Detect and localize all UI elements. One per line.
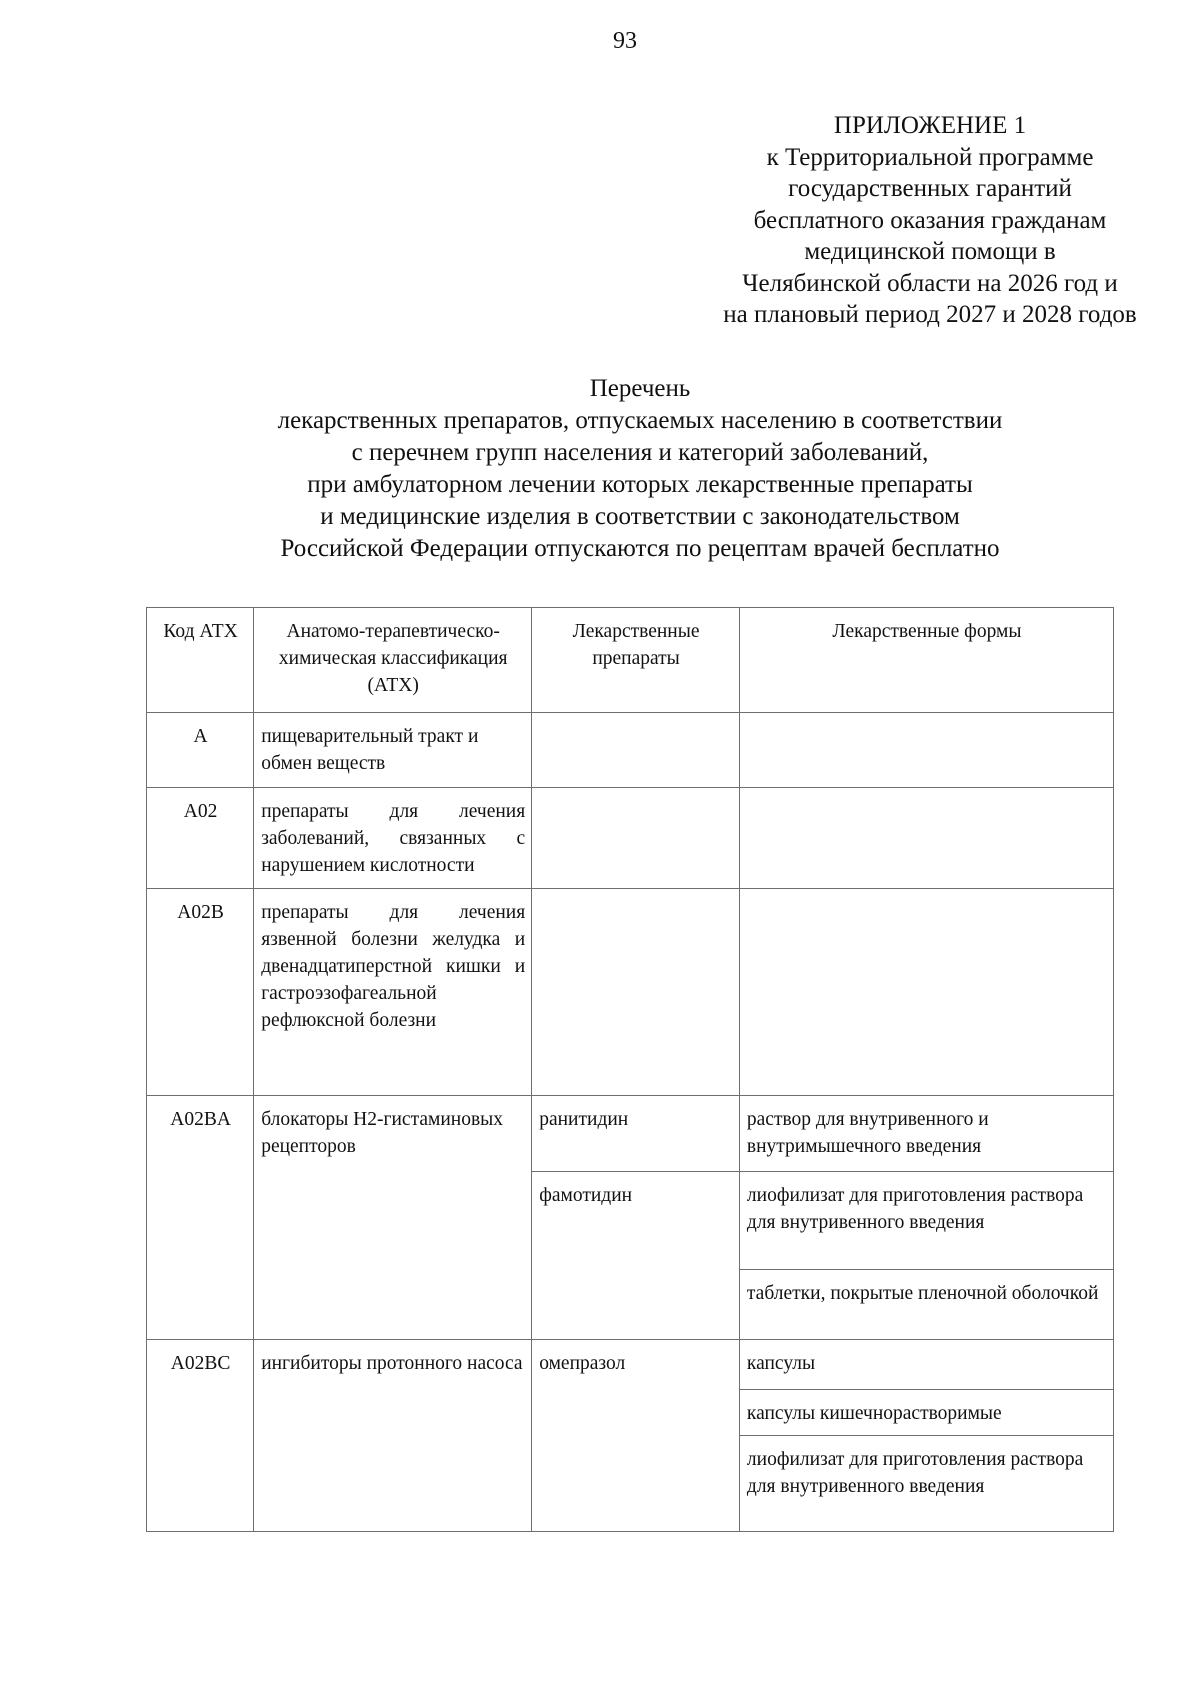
appendix-line: Челябинской области на 2026 год и — [742, 269, 1118, 297]
appendix-line: к Территориальной программе — [766, 143, 1094, 171]
appendix-heading: ПРИЛОЖЕНИЕ 1 — [833, 112, 1027, 139]
appendix-line: медицинской помощи в — [804, 238, 1056, 265]
atc-code-cell: A02B — [147, 889, 254, 1096]
atc-code-cell: A — [147, 713, 254, 788]
drug-cell: ранитидин — [532, 1096, 740, 1172]
form-cell: лиофилизат для приготовления раствора для внутривенного введения — [739, 1436, 1113, 1532]
atc-class-cell: пищеварительный тракт и обмен веществ — [254, 713, 532, 788]
form-cell: капсулы — [739, 1340, 1113, 1390]
table-header-row — [147, 608, 1114, 713]
appendix-line: государственных гарантий — [788, 175, 1072, 202]
atc-class-cell: блокаторы H2-гистаминовых рецепторов — [254, 1096, 532, 1340]
table-row — [147, 713, 1114, 788]
drug-cell: омепразол — [532, 1340, 740, 1532]
title-heading: Перечень — [589, 375, 691, 402]
form-cell: раствор для внутривенного и внутримышечного введения — [739, 1096, 1113, 1172]
header-drugs: Лекарственные препараты — [532, 608, 740, 713]
atc-class-cell: препараты для лечения заболеваний, связанных с нарушением кислотности — [254, 788, 532, 889]
drug-list-table — [146, 607, 1114, 1532]
drug-cell — [532, 788, 740, 889]
atc-class-cell: препараты для лечения язвенной болезни желудка и двенадцатиперстной кишки и гастроэзофагеальной рефлюксной болезни — [254, 889, 532, 1096]
form-cell — [739, 713, 1113, 788]
title-line: и медицинские изделия в соответствии с законодательством — [320, 503, 960, 530]
form-cell — [739, 788, 1113, 889]
form-cell: капсулы кишечнорастворимые — [739, 1390, 1113, 1436]
header-atc-classification: Анатомо-терапевтическо-химическая классификация (АТХ) — [254, 608, 532, 713]
title-line: с перечнем групп населения и категорий заболеваний, — [351, 439, 929, 466]
document-title — [160, 373, 1120, 565]
appendix-line: бесплатного оказания гражданам — [753, 206, 1107, 234]
header-dosage-forms: Лекарственные формы — [739, 608, 1113, 713]
atc-code-cell: A02BA — [147, 1096, 254, 1340]
atc-code-cell: A02 — [147, 788, 254, 889]
title-line: Российской Федерации отпускаются по рецептам врачей бесплатно — [280, 535, 1000, 562]
atc-code-cell: A02BC — [147, 1340, 254, 1532]
title-line: при амбулаторном лечении которых лекарственные препараты — [307, 471, 973, 498]
title-line: лекарственных препаратов, отпускаемых населению в соответствии — [277, 407, 1003, 434]
form-cell — [739, 889, 1113, 1096]
drug-cell — [532, 713, 740, 788]
table-row — [147, 1340, 1114, 1390]
appendix-line: на плановый период 2027 и 2028 годов — [723, 301, 1137, 328]
page-number: 93 — [613, 28, 637, 54]
form-cell: таблетки, покрытые пленочной оболочкой — [739, 1270, 1113, 1340]
atc-class-cell: ингибиторы протонного насоса — [254, 1340, 532, 1532]
table-row — [147, 889, 1114, 1096]
header-atc-code: Код АТХ — [147, 608, 254, 713]
drug-cell: фамотидин — [532, 1172, 740, 1340]
appendix-block — [600, 110, 1200, 331]
table-row — [147, 1096, 1114, 1172]
drug-cell — [532, 889, 740, 1096]
form-cell: лиофилизат для приготовления раствора для внутривенного введения — [739, 1172, 1113, 1270]
table-row — [147, 788, 1114, 889]
